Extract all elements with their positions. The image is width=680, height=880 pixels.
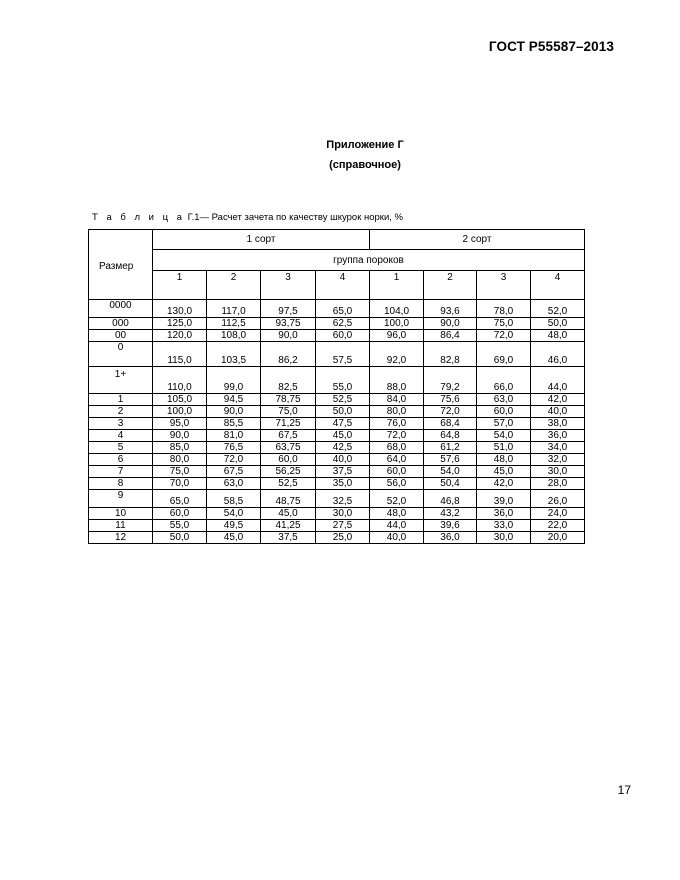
value-cell: 36,0 (424, 532, 477, 544)
value-cell: 42,0 (477, 478, 531, 490)
value-cell: 32,5 (316, 490, 370, 508)
size-cell: 9 (89, 490, 153, 508)
value-cell: 78,75 (261, 394, 316, 406)
value-cell: 125,0 (153, 318, 207, 330)
size-cell: 11 (89, 520, 153, 532)
value-cell: 50,4 (424, 478, 477, 490)
value-cell: 44,0 (531, 367, 585, 394)
document-code: ГОСТ Р55587–2013 (488, 39, 614, 54)
value-cell: 36,0 (531, 430, 585, 442)
value-cell: 60,0 (316, 330, 370, 342)
table-header-row-grades (89, 230, 585, 250)
value-cell: 30,0 (316, 508, 370, 520)
value-cell: 81,0 (207, 430, 261, 442)
table-row (89, 466, 585, 478)
value-cell: 33,0 (477, 520, 531, 532)
group-number-header: 4 (316, 271, 370, 300)
size-cell: 2 (89, 406, 153, 418)
value-cell: 40,0 (531, 406, 585, 418)
value-cell: 108,0 (207, 330, 261, 342)
table-row (89, 490, 585, 508)
value-cell: 82,8 (424, 342, 477, 367)
value-cell: 39,6 (424, 520, 477, 532)
value-cell: 95,0 (153, 418, 207, 430)
value-cell: 68,4 (424, 418, 477, 430)
value-cell: 47,5 (316, 418, 370, 430)
value-cell: 32,0 (531, 454, 585, 466)
value-cell: 85,0 (153, 442, 207, 454)
value-cell: 46,8 (424, 490, 477, 508)
value-cell: 43,2 (424, 508, 477, 520)
size-cell: 12 (89, 532, 153, 544)
table-row (89, 442, 585, 454)
value-cell: 92,0 (370, 342, 424, 367)
value-cell: 96,0 (370, 330, 424, 342)
appendix-subtitle: (справочное) (329, 159, 401, 171)
value-cell: 90,0 (153, 430, 207, 442)
value-cell: 86,4 (424, 330, 477, 342)
value-cell: 41,25 (261, 520, 316, 532)
table-header-row-group (89, 250, 585, 271)
value-cell: 62,5 (316, 318, 370, 330)
value-cell: 54,0 (477, 430, 531, 442)
value-cell: 34,0 (531, 442, 585, 454)
group-number-header: 4 (531, 271, 585, 300)
value-cell: 48,0 (370, 508, 424, 520)
value-cell: 76,0 (370, 418, 424, 430)
value-cell: 71,25 (261, 418, 316, 430)
value-cell: 105,0 (153, 394, 207, 406)
value-cell: 72,0 (207, 454, 261, 466)
value-cell: 56,25 (261, 466, 316, 478)
value-cell: 50,0 (531, 318, 585, 330)
group-number-header: 2 (424, 271, 477, 300)
value-cell: 42,0 (531, 394, 585, 406)
value-cell: 40,0 (370, 532, 424, 544)
value-cell: 39,0 (477, 490, 531, 508)
value-cell: 57,0 (477, 418, 531, 430)
value-cell: 90,0 (424, 318, 477, 330)
value-cell: 50,0 (316, 406, 370, 418)
value-cell: 22,0 (531, 520, 585, 532)
value-cell: 100,0 (370, 318, 424, 330)
value-cell: 75,0 (477, 318, 531, 330)
table-caption-number: Г.1— (187, 212, 210, 223)
value-cell: 60,0 (477, 406, 531, 418)
table-row (89, 430, 585, 442)
size-column-header: Размер (89, 230, 153, 300)
value-cell: 45,0 (316, 430, 370, 442)
table-caption (92, 212, 403, 223)
value-cell: 103,5 (207, 342, 261, 367)
value-cell: 52,0 (531, 300, 585, 318)
value-cell: 64,0 (370, 454, 424, 466)
value-cell: 67,5 (261, 430, 316, 442)
appendix-title: Приложение Г (326, 139, 404, 151)
value-cell: 75,0 (153, 466, 207, 478)
value-cell: 60,0 (153, 508, 207, 520)
size-cell: 0 (89, 342, 153, 367)
value-cell: 57,5 (316, 342, 370, 367)
value-cell: 130,0 (153, 300, 207, 318)
value-cell: 45,0 (477, 466, 531, 478)
value-cell: 84,0 (370, 394, 424, 406)
value-cell: 72,0 (424, 406, 477, 418)
value-cell: 40,0 (316, 454, 370, 466)
value-cell: 35,0 (316, 478, 370, 490)
value-cell: 70,0 (153, 478, 207, 490)
grade-1-header: 1 сорт (153, 230, 370, 250)
value-cell: 36,0 (477, 508, 531, 520)
page-number: 17 (617, 783, 631, 797)
value-cell: 63,75 (261, 442, 316, 454)
value-cell: 80,0 (370, 406, 424, 418)
table-row (89, 300, 585, 318)
value-cell: 38,0 (531, 418, 585, 430)
table-header-row-group-numbers (89, 271, 585, 300)
value-cell: 86,2 (261, 342, 316, 367)
value-cell: 64,8 (424, 430, 477, 442)
value-cell: 120,0 (153, 330, 207, 342)
table-row (89, 330, 585, 342)
value-cell: 56,0 (370, 478, 424, 490)
size-cell: 00 (89, 330, 153, 342)
group-number-header: 3 (477, 271, 531, 300)
table-caption-text: Расчет зачета по качеству шкурок норки, % (211, 212, 403, 223)
table-row (89, 418, 585, 430)
value-cell: 37,5 (316, 466, 370, 478)
value-cell: 94,5 (207, 394, 261, 406)
value-cell: 78,0 (477, 300, 531, 318)
value-cell: 58,5 (207, 490, 261, 508)
value-cell: 66,0 (477, 367, 531, 394)
value-cell: 49,5 (207, 520, 261, 532)
size-cell: 10 (89, 508, 153, 520)
value-cell: 85,5 (207, 418, 261, 430)
value-cell: 44,0 (370, 520, 424, 532)
value-cell: 65,0 (153, 490, 207, 508)
table-row (89, 532, 585, 544)
value-cell: 46,0 (531, 342, 585, 367)
table-caption-label: Т а б л и ц а (92, 212, 185, 223)
value-cell: 55,0 (316, 367, 370, 394)
value-cell: 30,0 (477, 532, 531, 544)
table-row (89, 520, 585, 532)
value-cell: 67,5 (207, 466, 261, 478)
value-cell: 37,5 (261, 532, 316, 544)
value-cell: 52,5 (261, 478, 316, 490)
value-cell: 72,0 (370, 430, 424, 442)
mink-pelt-quality-table (88, 229, 585, 544)
value-cell: 60,0 (370, 466, 424, 478)
value-cell: 90,0 (207, 406, 261, 418)
value-cell: 100,0 (153, 406, 207, 418)
value-cell: 117,0 (207, 300, 261, 318)
value-cell: 55,0 (153, 520, 207, 532)
value-cell: 52,5 (316, 394, 370, 406)
value-cell: 48,75 (261, 490, 316, 508)
value-cell: 79,2 (424, 367, 477, 394)
size-cell: 7 (89, 466, 153, 478)
value-cell: 48,0 (531, 330, 585, 342)
value-cell: 26,0 (531, 490, 585, 508)
size-cell: 0000 (89, 300, 153, 318)
group-number-header: 3 (261, 271, 316, 300)
value-cell: 68,0 (370, 442, 424, 454)
value-cell: 54,0 (424, 466, 477, 478)
value-cell: 30,0 (531, 466, 585, 478)
value-cell: 20,0 (531, 532, 585, 544)
defect-group-header: группа пороков (153, 250, 585, 271)
value-cell: 27,5 (316, 520, 370, 532)
value-cell: 69,0 (477, 342, 531, 367)
value-cell: 97,5 (261, 300, 316, 318)
grade-2-header: 2 сорт (370, 230, 585, 250)
table-row (89, 508, 585, 520)
value-cell: 76,5 (207, 442, 261, 454)
value-cell: 25,0 (316, 532, 370, 544)
table-row (89, 406, 585, 418)
value-cell: 52,0 (370, 490, 424, 508)
value-cell: 110,0 (153, 367, 207, 394)
value-cell: 75,6 (424, 394, 477, 406)
table-row (89, 318, 585, 330)
size-cell: 3 (89, 418, 153, 430)
value-cell: 93,6 (424, 300, 477, 318)
value-cell: 45,0 (207, 532, 261, 544)
value-cell: 63,0 (207, 478, 261, 490)
group-number-header: 1 (370, 271, 424, 300)
size-cell: 000 (89, 318, 153, 330)
value-cell: 48,0 (477, 454, 531, 466)
size-cell: 1 (89, 394, 153, 406)
value-cell: 104,0 (370, 300, 424, 318)
value-cell: 65,0 (316, 300, 370, 318)
value-cell: 42,5 (316, 442, 370, 454)
value-cell: 90,0 (261, 330, 316, 342)
value-cell: 63,0 (477, 394, 531, 406)
group-number-header: 1 (153, 271, 207, 300)
table-row (89, 342, 585, 367)
value-cell: 75,0 (261, 406, 316, 418)
value-cell: 61,2 (424, 442, 477, 454)
value-cell: 80,0 (153, 454, 207, 466)
value-cell: 112,5 (207, 318, 261, 330)
value-cell: 60,0 (261, 454, 316, 466)
size-cell: 5 (89, 442, 153, 454)
value-cell: 115,0 (153, 342, 207, 367)
value-cell: 51,0 (477, 442, 531, 454)
value-cell: 24,0 (531, 508, 585, 520)
size-cell: 6 (89, 454, 153, 466)
value-cell: 57,6 (424, 454, 477, 466)
value-cell: 45,0 (261, 508, 316, 520)
value-cell: 93,75 (261, 318, 316, 330)
value-cell: 50,0 (153, 532, 207, 544)
value-cell: 88,0 (370, 367, 424, 394)
value-cell: 28,0 (531, 478, 585, 490)
value-cell: 54,0 (207, 508, 261, 520)
size-cell: 8 (89, 478, 153, 490)
table-row (89, 478, 585, 490)
value-cell: 82,5 (261, 367, 316, 394)
table-row (89, 394, 585, 406)
table-row (89, 367, 585, 394)
value-cell: 72,0 (477, 330, 531, 342)
table-row (89, 454, 585, 466)
value-cell: 99,0 (207, 367, 261, 394)
size-cell: 4 (89, 430, 153, 442)
size-cell: 1+ (89, 367, 153, 394)
group-number-header: 2 (207, 271, 261, 300)
